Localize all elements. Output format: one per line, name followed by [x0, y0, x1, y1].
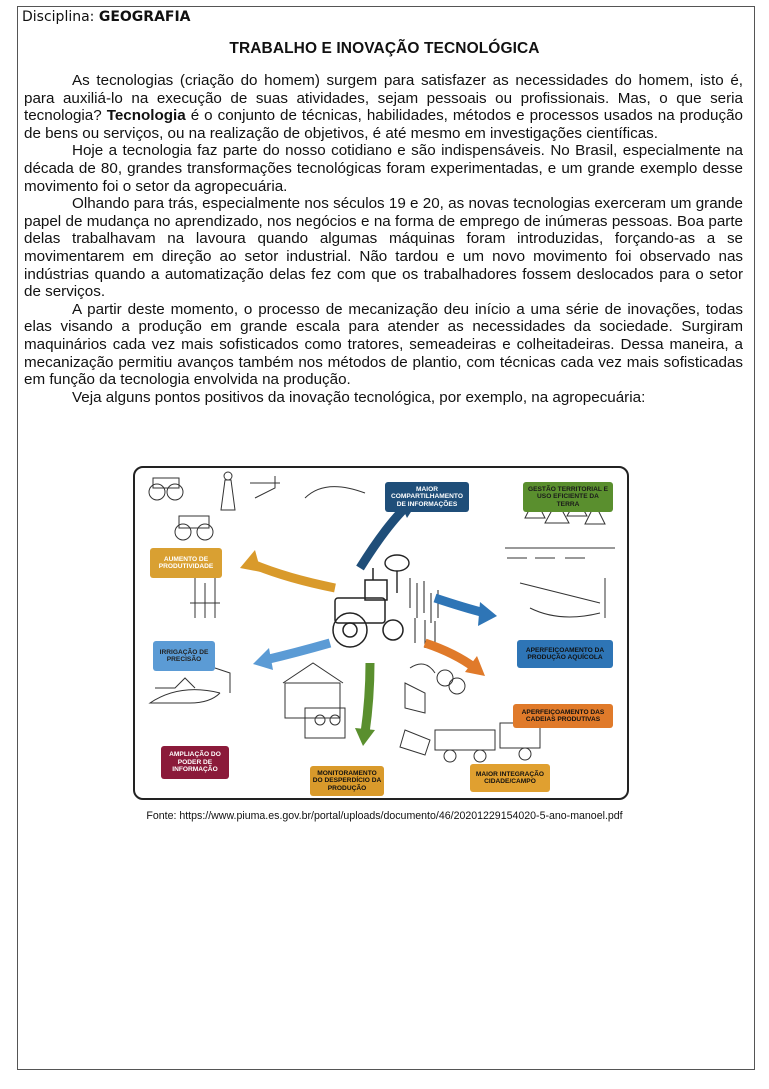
label-producao-aquicola: APERFEIÇOAMENTO DA PRODUÇÃO AQUÍCOLA: [517, 640, 613, 668]
figure-source: Fonte: https://www.piuma.es.gov.br/portal/uploads/documento/46/20201229154020-5-ano-manoel.pdf: [146, 810, 623, 822]
paragraph-5: Veja alguns pontos positivos da inovação tecnológica, por exemplo, na agropecuária:: [72, 388, 646, 406]
keyword-tecnologia: Tecnologia: [106, 107, 186, 125]
label-compartilhamento-informacoes: MAIOR COMPARTILHAMENTO DE INFORMAÇÕES: [385, 482, 469, 512]
body-text: [24, 72, 743, 406]
arrow-left-up-icon: [250, 563, 335, 588]
arrow-right-down-icon: [425, 643, 475, 668]
label-cadeias-produtivas: APERFEIÇOAMENTO DAS CADEIAS PRODUTIVAS: [513, 704, 613, 728]
page-title: TRABALHO E INOVAÇÃO TECNOLÓGICA: [229, 40, 540, 57]
crops-icon: [410, 578, 438, 648]
tractor-icon: [333, 568, 403, 647]
paragraph-1: As tecnologias (criação do homem) surgem para satisfazer as necessidades do homem, isto é, para auxiliá-lo na execução de suas atividades, sejam pessoais ou profissionais. Mas, o que seria tecnologia? Tecnologia é o conjunto de técnicas, habilidades, métodos e processos usados na produção de bens ou serviços, ou na realização de objetivos, é até mesmo em investigações científicas.: [24, 72, 743, 142]
label-gestao-territorial: GESTÃO TERRITORIAL E USO EFICIENTE DA TERRA: [523, 482, 613, 512]
arrow-down-icon: [365, 663, 370, 733]
arrow-right-icon: [435, 598, 485, 613]
label-irrigacao-precisao: IRRIGAÇÃO DE PRECISÃO: [153, 641, 215, 671]
agro-innovation-illustration: [133, 466, 629, 800]
discipline-value: GEOGRAFIA: [98, 9, 191, 25]
label-monitoramento-desperdicio: MONITORAMENTO DO DESPERDÍCIO DA PRODUÇÃO: [310, 766, 384, 796]
discipline-header: [22, 9, 191, 25]
paragraph-4: A partir deste momento, o processo de mecanização deu início a uma série de inovações, todas elas visando a produção em grande escala para atender as necessidades da sociedade. Surgiram maquinários cada vez mais sofisticados como tratores, semeadeiras e colheitadeiras. Dessa maneira, a mecanização permitiu avanços também nos métodos de plantio, com técnicas cada vez mais sofisticadas em função da tecnologia envolvida na produção.: [24, 300, 743, 389]
antenna-icon: [385, 555, 409, 593]
discipline-label: Disciplina:: [22, 9, 95, 25]
label-integracao-cidade-campo: MAIOR INTEGRAÇÃO CIDADE/CAMPO: [470, 764, 550, 792]
label-poder-informacao: AMPLIAÇÃO DO PODER DE INFORMAÇÃO: [161, 746, 229, 779]
paragraph-2: Hoje a tecnologia faz parte do nosso cotidiano e são indispensáveis. No Brasil, especialmente na década de 80, grandes transformações tecnológicas foram experimentadas, e um grande exemplo desse movimento foi o setor da agropecuária.: [24, 142, 743, 195]
label-aumento-produtividade: AUMENTO DE PRODUTIVIDADE: [150, 548, 222, 578]
arrow-left-icon: [265, 643, 330, 660]
paragraph-3: Olhando para trás, especialmente nos séculos 19 e 20, as novas tecnologias exerceram um grande papel de mudança no aprendizado, nos negócios e na forma de emprego de inúmeras pessoas. Boa parte delas trabalhavam na lavoura quando algumas máquinas foram introduzidas, forçando-as a se movimentarem em direção ao setor industrial. Não tardou e um novo movimento foi observado nas indústrias quando a automatização delas fez com que os trabalhadores fossem deslocados para o setor de serviços.: [24, 195, 743, 301]
arrow-up-icon: [360, 508, 405, 568]
